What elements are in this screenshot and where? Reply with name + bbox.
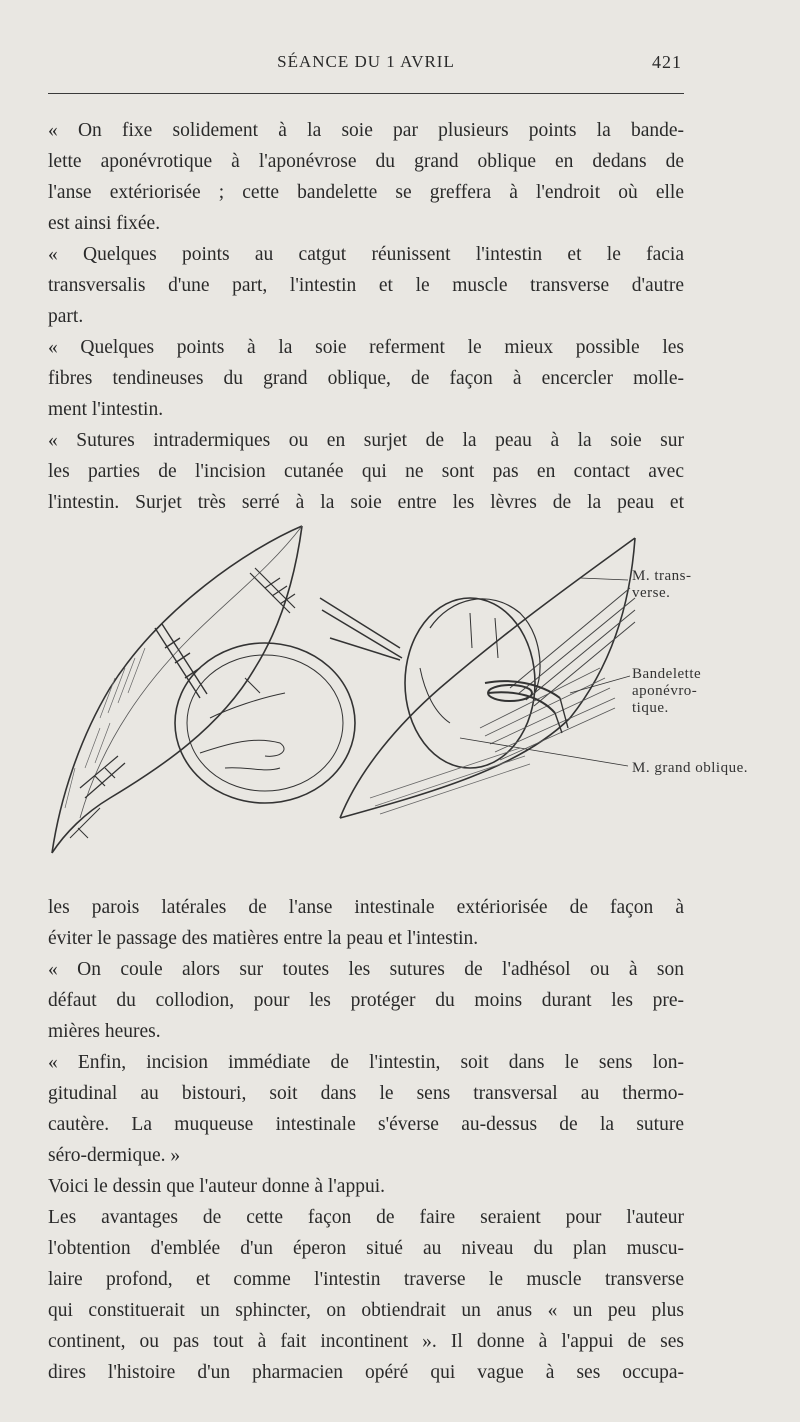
- header-rule: [48, 93, 684, 94]
- text-line: ment l'intestin.: [48, 399, 164, 420]
- text-line: Voici le dessin que l'auteur donne à l'appui.: [48, 1176, 386, 1197]
- text-line: l'obtention d'emblée d'un éperon situé au niveau du plan muscu-: [48, 1238, 684, 1259]
- text-line: laire profond, et comme l'intestin traverse le muscle transverse: [48, 1269, 684, 1290]
- label-muscle-grand-oblique: [632, 760, 748, 777]
- page-number: 421: [652, 52, 682, 72]
- text-block-bottom: [48, 892, 684, 1388]
- text-line: séro-dermique. »: [48, 1145, 181, 1166]
- text-line: « Enfin, incision immédiate de l'intestin, soit dans le sens lon-: [48, 1052, 684, 1073]
- label-line: M. grand oblique.: [632, 760, 748, 776]
- text-line: fibres tendineuses du grand oblique, de façon à encercler molle-: [48, 368, 684, 389]
- text-line: gitudinal au bistouri, soit dans le sens transversal au thermo-: [48, 1083, 684, 1104]
- running-header: [48, 50, 684, 80]
- text-line: défaut du collodion, pour les protéger du moins durant les pre-: [48, 990, 684, 1011]
- text-line: est ainsi fixée.: [48, 213, 161, 234]
- label-muscle-transverse: [632, 568, 692, 602]
- label-line: tique.: [632, 700, 669, 716]
- text-line: lette aponévrotique à l'aponévrose du grand oblique en dedans de: [48, 151, 684, 172]
- text-line: l'anse extériorisée ; cette bandelette se greffera à l'endroit où elle: [48, 182, 684, 203]
- text-line: les parties de l'incision cutanée qui ne sont pas en contact avec: [48, 461, 684, 482]
- text-line: qui constituerait un sphincter, on obtiendrait un anus « un peu plus: [48, 1300, 684, 1321]
- text-line: cautère. La muqueuse intestinale s'éverse au-dessus de la suture: [48, 1114, 684, 1135]
- text-line: Les avantages de cette façon de faire seraient pour l'auteur: [48, 1207, 684, 1228]
- text-line: continent, ou pas tout à fait incontinent ». Il donne à l'appui de ses: [48, 1331, 684, 1352]
- text-line: transversalis d'une part, l'intestin et le muscle transverse d'autre: [48, 275, 684, 296]
- text-line: dires l'histoire d'un pharmacien opéré qui vague à ses occupa-: [48, 1362, 684, 1383]
- text-line: « On coule alors sur toutes les sutures de l'adhésol ou à son: [48, 959, 684, 980]
- header-title: SÉANCE DU 1 AVRIL: [277, 52, 455, 71]
- text-line: part.: [48, 306, 84, 327]
- label-line: aponévro-: [632, 683, 698, 699]
- text-line: l'intestin. Surjet très serré à la soie entre les lèvres de la peau et: [48, 492, 684, 513]
- text-line: les parois latérales de l'anse intestinale extériorisée de façon à: [48, 897, 684, 918]
- text-line: « On fixe solidement à la soie par plusieurs points la bande-: [48, 120, 684, 141]
- text-line: « Quelques points à la soie referment le mieux possible les: [48, 337, 684, 358]
- text-line: mières heures.: [48, 1021, 161, 1042]
- text-line: « Quelques points au catgut réunissent l'intestin et le facia: [48, 244, 684, 265]
- label-line: Bandelette: [632, 666, 702, 682]
- surgical-illustration: [40, 518, 760, 863]
- label-bandelette-aponevrotique: [632, 666, 701, 717]
- text-block-top: [48, 115, 684, 518]
- text-line: « Sutures intradermiques ou en surjet de la peau à la soie sur: [48, 430, 684, 451]
- label-line: M. trans-: [632, 568, 692, 584]
- text-line: éviter le passage des matières entre la peau et l'intestin.: [48, 928, 479, 949]
- label-line: verse.: [632, 585, 671, 601]
